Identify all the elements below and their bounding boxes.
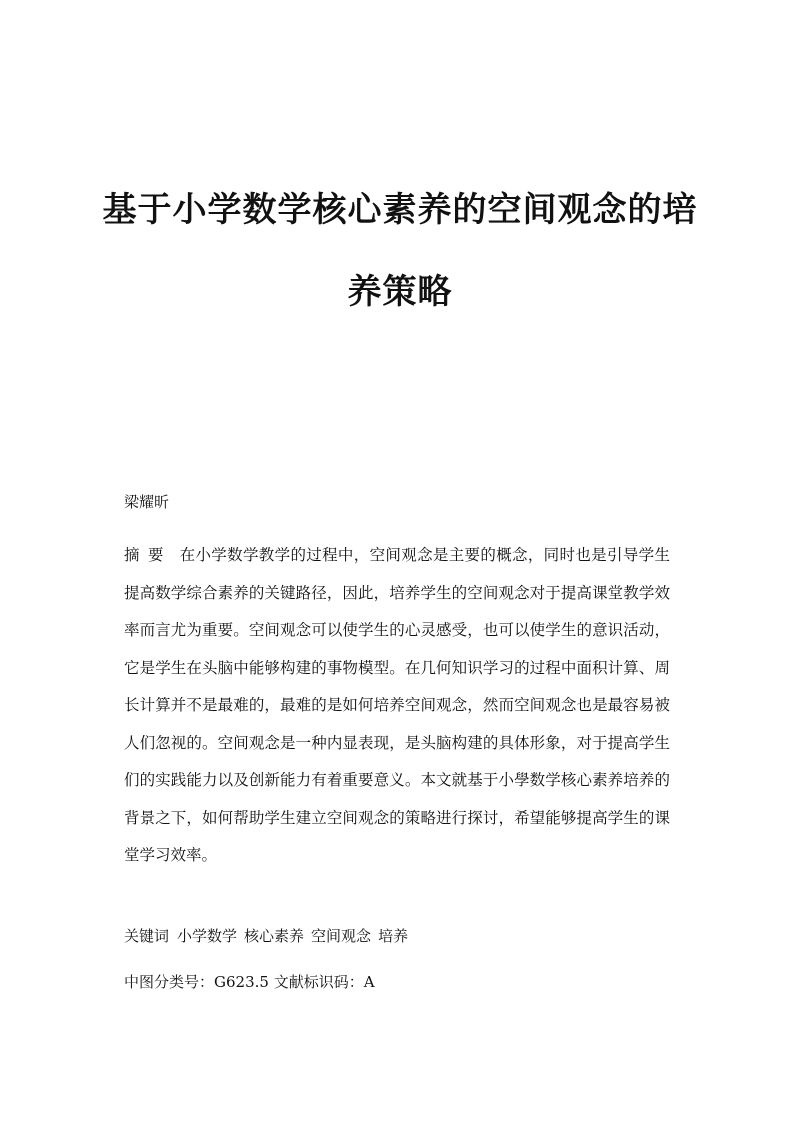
author-name: 梁耀昕	[124, 493, 170, 511]
classification-line: 中图分类号：G623.5 文献标识码：A	[124, 973, 375, 991]
abstract-text: 在小学数学教学的过程中，空间观念是主要的概念，同时也是引导学生提高数学综合素养的关键路径，因此，培养学生的空间观念对于提高课堂教学效率而言尤为重要。空间观念可以使学生的心灵感受，也可以使学生的意识活动，它是学生在头脑中能够构建的事物模型。在几何知识学习的过程中面积计算、周长计算并不是最难的，最难的是如何培养空间观念，然而空间观念也是最容易被人们忽视的。空间观念是一种内显表现，是头脑构建的具体形象，对于提高学生们的实践能力以及创新能力有着重要意义。本文就基于小學数学核心素养培养的背景之下，如何帮助学生建立空间观念的策略进行探讨，希望能够提高学生的课堂学习效率。	[124, 546, 670, 864]
paper-title-line-2: 养策略	[347, 272, 453, 312]
keyword-item: 培养	[378, 927, 409, 945]
keyword-item: 小学数学	[177, 927, 238, 945]
keywords-line	[124, 925, 415, 946]
abstract-paragraph	[124, 537, 670, 875]
keyword-item: 核心素养	[244, 927, 305, 945]
paper-title-line-1: 基于小学数学核心素养的空间观念的培	[102, 190, 698, 230]
keywords-label: 关键词	[124, 927, 170, 945]
abstract-label: 摘要	[124, 546, 172, 564]
keyword-item: 空间观念	[311, 927, 372, 945]
